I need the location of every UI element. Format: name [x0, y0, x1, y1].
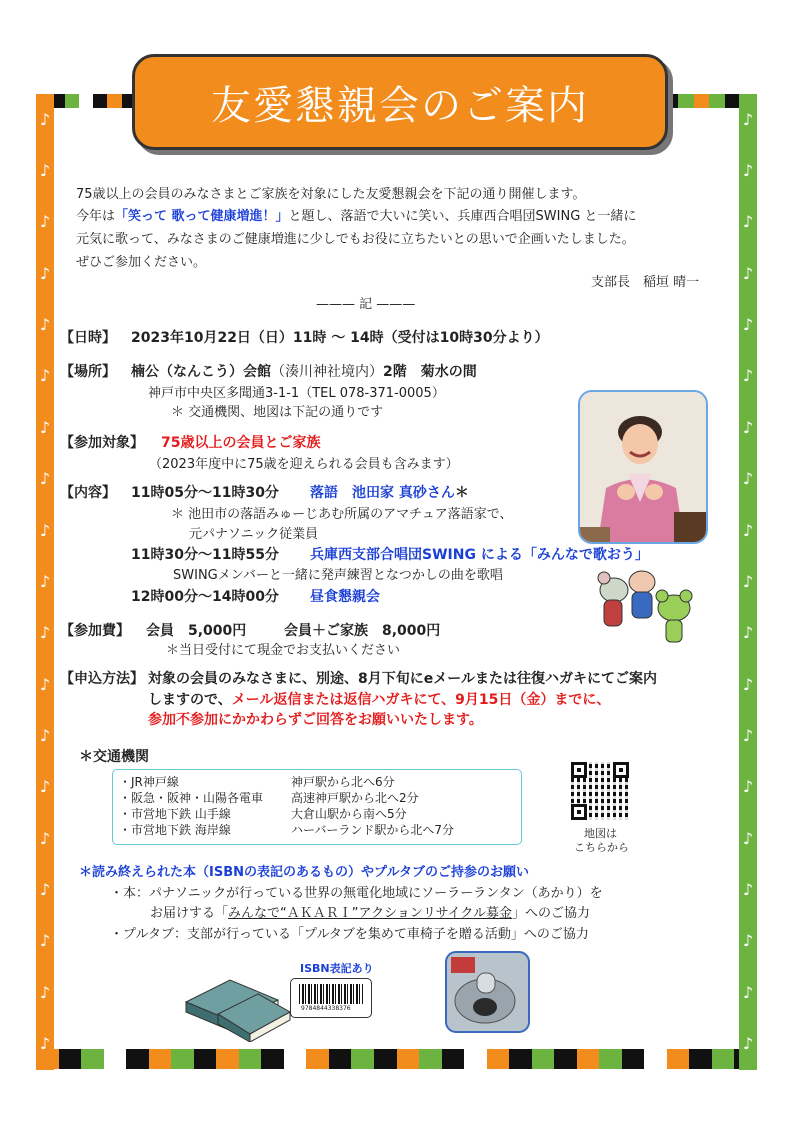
- music-note-icon: ♪: [742, 623, 754, 643]
- donation-book2: [150, 907, 590, 920]
- music-note-icon: ♪: [742, 674, 754, 694]
- title-banner: [132, 54, 668, 150]
- item2-title: 兵庫西支部合唱団SWING による「みんなで歌おう」: [310, 547, 649, 563]
- right-border: [739, 94, 757, 1070]
- left-border: [36, 94, 54, 1070]
- item2-time: 11時30分～11時55分: [131, 547, 279, 563]
- book2-pre: お届けする「: [150, 906, 229, 921]
- pull-tab-photo: [445, 951, 530, 1033]
- intro-line3: 元気に歌って、みなさまのご健康増進に少しでもお役に立ちたいとの思いで企画いたしました。: [76, 232, 635, 247]
- transport-access: ハーバーランド駅から北へ7分: [291, 823, 455, 837]
- music-note-icon: ♪: [742, 1034, 754, 1054]
- apply-line2-pre: しますので、: [148, 692, 232, 708]
- fee-label: 【参加費】: [60, 623, 130, 639]
- item1-title-text: 落語 池田家 真砂さん: [310, 485, 455, 501]
- bottom-stripe: [36, 1049, 757, 1069]
- music-note-icon: ♪: [742, 982, 754, 1002]
- music-note-icon: ♪: [742, 161, 754, 181]
- music-note-icon: ♪: [39, 417, 51, 437]
- item2-note: SWINGメンバーと一緒に発声練習となつかしの曲を歌唱: [173, 568, 503, 583]
- mice-choir-illustration: [582, 560, 702, 650]
- page-title: 友愛懇親会のご案内: [211, 82, 589, 129]
- apply-line1: 対象の会員のみなさまに、別途、8月下旬にeメールまたは往復ハガキにてご案内: [148, 671, 657, 687]
- akari-fund-link[interactable]: みんなで“ＡＫＡＲＩ”アクションリサイクル募金: [228, 906, 513, 921]
- transport-box: [112, 769, 522, 845]
- music-note-icon: ♪: [742, 212, 754, 232]
- target-note: （2023年度中に75歳を迎えられる会員も含みます）: [149, 457, 459, 472]
- speaker-photo: [578, 390, 708, 544]
- donation-book1: ・本：パナソニックが行っている世界の無電化地域にソーラーランタン（あかり）を: [110, 886, 603, 901]
- music-note-icon: ♪: [39, 982, 51, 1002]
- fee-member: 会員 5,000円: [146, 623, 247, 639]
- transport-line: ・市営地下鉄 海岸線: [119, 823, 231, 837]
- music-note-icon: ♪: [742, 315, 754, 335]
- music-note-icon: ♪: [742, 520, 754, 540]
- music-note-icon: ♪: [39, 520, 51, 540]
- barcode-number: 9784844338376: [301, 1005, 351, 1012]
- ki-separator: ——— 記 ———: [316, 297, 416, 312]
- transport-heading: ＊交通機関: [79, 749, 149, 765]
- qr-caption1: 地図は: [584, 827, 617, 840]
- books-illustration: [178, 972, 293, 1042]
- target-value: 75歳以上の会員とご家族: [161, 435, 321, 451]
- music-note-icon: ♪: [742, 931, 754, 951]
- item3-title: 昼食懇親会: [310, 589, 380, 605]
- book2-post: 」へのご協力: [512, 906, 591, 921]
- item3-time: 12時00分～14時00分: [131, 589, 279, 605]
- donation-heading: ＊読み終えられた本（ISBNの表記のあるもの）やプルタブのご持参のお願い: [79, 865, 529, 880]
- music-note-icon: ♪: [742, 263, 754, 283]
- apply-line2: [148, 693, 610, 707]
- datetime-value: 2023年10月22日（日）11時 ～ 14時（受付は10時30分より）: [131, 330, 549, 346]
- music-note-icon: ♪: [39, 571, 51, 591]
- map-qr-code[interactable]: [571, 762, 629, 820]
- transport-line: ・JR神戸線: [119, 775, 179, 789]
- datetime-label: 【日時】: [60, 330, 116, 346]
- intro-theme: 「笑って 歌って健康増進！」: [115, 209, 289, 224]
- isbn-barcode: [290, 978, 372, 1018]
- music-note-icon: ♪: [742, 469, 754, 489]
- content-label: 【内容】: [60, 485, 116, 501]
- music-note-icon: ♪: [39, 109, 51, 129]
- music-note-icon: ♪: [742, 417, 754, 437]
- transport-line: ・阪急・阪神・山陽各電車: [119, 791, 264, 805]
- intro-line2: [76, 210, 636, 223]
- transport-access: 大倉山駅から南へ5分: [291, 807, 407, 821]
- music-note-icon: ♪: [39, 880, 51, 900]
- music-note-icon: ♪: [742, 109, 754, 129]
- music-note-icon: ♪: [39, 161, 51, 181]
- apply-line2-red: メール返信または返信ハガキにて、9月15日（金）までに、: [231, 692, 611, 708]
- music-note-icon: ♪: [39, 674, 51, 694]
- item1-note2: 元パナソニック従業員: [189, 527, 319, 542]
- music-note-icon: ♪: [742, 725, 754, 745]
- signature: 支部長 稲垣 晴一: [591, 275, 700, 290]
- item1-title: [310, 486, 469, 500]
- music-note-icon: ♪: [39, 212, 51, 232]
- music-note-icon: ♪: [39, 263, 51, 283]
- apply-label: 【申込方法】: [60, 671, 144, 687]
- music-note-icon: ♪: [39, 725, 51, 745]
- qr-caption2: こちらから: [574, 841, 629, 854]
- rakugo-performer-illustration: [580, 392, 706, 542]
- music-note-icon: ♪: [39, 1034, 51, 1054]
- music-note-icon: ♪: [742, 777, 754, 797]
- target-label: 【参加対象】: [60, 435, 144, 451]
- isbn-label: ISBN表記あり: [300, 962, 374, 975]
- music-note-icon: ♪: [39, 828, 51, 848]
- music-note-icon: ♪: [39, 315, 51, 335]
- transport-line: ・市営地下鉄 山手線: [119, 807, 231, 821]
- intro-line4: ぜひご参加ください。: [76, 255, 207, 270]
- place-label: 【場所】: [60, 364, 116, 380]
- music-note-icon: ♪: [742, 828, 754, 848]
- intro-line2-post: と題し、落語で大いに笑い、兵庫西合唱団SWING と一緒に: [288, 209, 637, 224]
- item1-time: 11時05分～11時30分: [131, 485, 279, 501]
- music-note-icon: ♪: [39, 777, 51, 797]
- place-address: 神戸市中央区多聞通3-1-1（TEL 078-371-0005）: [148, 386, 445, 401]
- place-note: ＊ 交通機関、地図は下記の通りです: [171, 405, 384, 420]
- music-note-icon: ♪: [742, 366, 754, 386]
- transport-access: 高速神戸駅から北へ2分: [291, 791, 419, 805]
- place-room: 2階 菊水の間: [383, 364, 477, 380]
- donation-tab: ・プルタブ：支部が行っている「プルタブを集めて車椅子を贈る活動」へのご協力: [110, 927, 589, 942]
- place-line: [131, 365, 477, 379]
- music-note-icon: ♪: [39, 931, 51, 951]
- music-note-icon: ♪: [742, 571, 754, 591]
- fee-family: 会員＋ご家族 8,000円: [284, 623, 441, 639]
- intro-line1: 75歳以上の会員のみなさまとご家族を対象にした友愛懇親会を下記の通り開催します。: [76, 187, 586, 202]
- place-name: 楠公（なんこう）会館: [131, 364, 271, 380]
- item1-mark: ＊: [454, 485, 469, 501]
- music-note-icon: ♪: [39, 623, 51, 643]
- music-note-icon: ♪: [742, 880, 754, 900]
- music-note-icon: ♪: [39, 469, 51, 489]
- transport-access: 神戸駅から北へ6分: [291, 775, 395, 789]
- place-detail: （湊川神社境内）: [271, 364, 383, 380]
- music-note-icon: ♪: [39, 366, 51, 386]
- intro-line2-pre: 今年は: [76, 209, 116, 224]
- item1-note1: ＊ 池田市の落語みゅーじあむ所属のアマチュア落語家で、: [171, 507, 513, 522]
- fee-note: ＊当日受付にて現金でお支払いください: [166, 643, 401, 658]
- apply-line3: 参加不参加にかかわらずご回答をお願いいたします。: [148, 712, 483, 728]
